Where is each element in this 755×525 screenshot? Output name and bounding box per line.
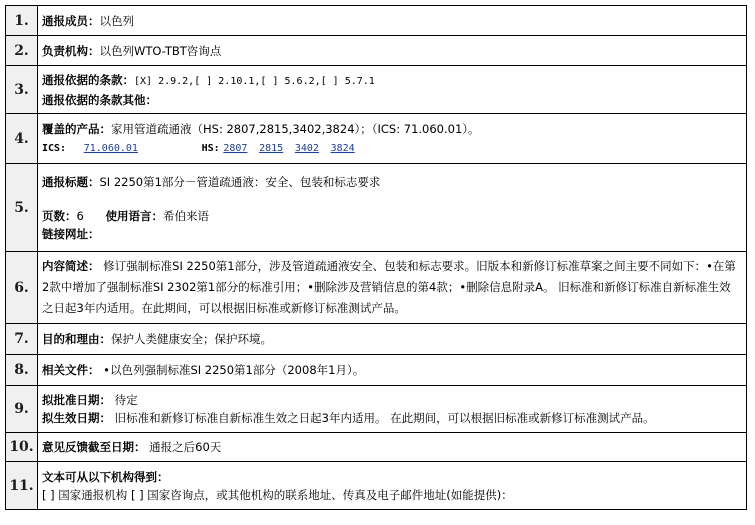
ics-link[interactable]: 71.060.01	[83, 142, 138, 154]
field-value: SI 2250第1部分－管道疏通液：安全、包装和标志要求	[99, 174, 381, 189]
field-label: 通报标题：	[42, 174, 100, 189]
row-content	[38, 66, 747, 114]
row-number: 1.	[6, 6, 38, 36]
hs-label: HS:	[201, 142, 220, 154]
row-title	[6, 164, 747, 252]
hs-link[interactable]: 2815	[259, 142, 284, 154]
field-value: 以色列WTO-TBT咨询点	[99, 43, 222, 58]
field-label: 相关文件：	[42, 363, 100, 377]
row-number: 10.	[6, 433, 38, 462]
row-number: 9.	[6, 386, 38, 433]
row-content	[38, 324, 747, 355]
pages-value: 6	[76, 208, 84, 223]
field-value: [ ] 国家通报机构 [ ] 国家咨询点，或其他机构的联系地址、传真及电子邮件地址(如能提供)：	[42, 487, 513, 502]
pages-label: 页数：	[42, 208, 77, 223]
row-comments	[6, 433, 747, 462]
row-dates	[6, 386, 747, 433]
field-value: [X] 2.9.2,[ ] 2.10.1,[ ] 5.6.2,[ ] 5.7.1	[134, 75, 375, 87]
language-label: 使用语言：	[105, 208, 163, 223]
row-content	[38, 114, 747, 164]
notification-table	[5, 5, 747, 510]
row-content	[38, 462, 747, 510]
row-number: 2.	[6, 36, 38, 66]
field-label: 拟批准日期：	[42, 393, 111, 407]
hs-link[interactable]: 3402	[294, 142, 319, 154]
row-content	[38, 386, 747, 433]
hs-link[interactable]: 2807	[223, 142, 248, 154]
field-label: 目的和理由：	[42, 332, 111, 346]
row-number: 8.	[6, 355, 38, 386]
field-label: 负责机构：	[42, 43, 100, 58]
field-value: 待定	[111, 393, 138, 407]
row-objective	[6, 324, 747, 355]
field-label: 拟生效日期：	[42, 411, 111, 425]
field-value: 旧标准和新修订标准自新标准生效之日起3年内适用。 在此期间，可以根据旧标准或新修订标准测试产品。	[111, 411, 655, 425]
row-documents	[6, 355, 747, 386]
field-value: 保护人类健康安全；保护环境。	[111, 332, 272, 346]
row-content	[38, 433, 747, 462]
row-agency	[6, 36, 747, 66]
ics-label: ICS:	[42, 142, 67, 154]
hs-link[interactable]: 3824	[330, 142, 355, 154]
row-content	[38, 252, 747, 324]
row-number: 4.	[6, 114, 38, 164]
row-number: 3.	[6, 66, 38, 114]
row-number: 11.	[6, 462, 38, 510]
row-content	[38, 6, 747, 36]
row-articles	[6, 66, 747, 114]
field-value: 家用管道疏通液（HS: 2807,2815,3402,3824）；（ICS: 71.060.01）。	[111, 121, 480, 136]
row-text-available	[6, 462, 747, 510]
row-products	[6, 114, 747, 164]
field-label: 意见反馈截至日期：	[42, 440, 146, 454]
link-label: 链接网址：	[42, 226, 100, 241]
field-label: 通报成员：	[42, 13, 100, 28]
field-label: 覆盖的产品：	[42, 121, 111, 136]
field-label: 内容简述：	[42, 259, 100, 273]
field-label: 通报依据的条款其他：	[42, 92, 157, 107]
row-content	[38, 164, 747, 252]
row-content	[38, 36, 747, 66]
row-member	[6, 6, 747, 36]
field-value: 通报之后60天	[145, 440, 222, 454]
language-value: 希伯来语	[162, 208, 209, 223]
row-summary	[6, 252, 747, 324]
row-number: 6.	[6, 252, 38, 324]
field-label: 通报依据的条款：	[42, 72, 134, 87]
row-number: 7.	[6, 324, 38, 355]
row-number: 5.	[6, 164, 38, 252]
field-value: •以色列强制标准SI 2250第1部分（2008年1月）。	[99, 363, 365, 377]
field-value: 修订强制标准SI 2250第1部分，涉及管道疏通液安全、包装和标志要求。旧版本和新修订标准草案之间主要不同如下：•在第2款中增加了强制标准SI 2302第1部分的标准引用；•删除涉及营销信息的第4款；•删除信息附录A。 旧标准和新修订标准自新标准生效之日起3年内适用。在此期间，可以根据旧标准或新修订标准测试产品。	[42, 259, 736, 315]
field-value: 以色列	[99, 13, 134, 28]
field-label: 文本可从以下机构得到：	[42, 469, 169, 484]
row-content	[38, 355, 747, 386]
